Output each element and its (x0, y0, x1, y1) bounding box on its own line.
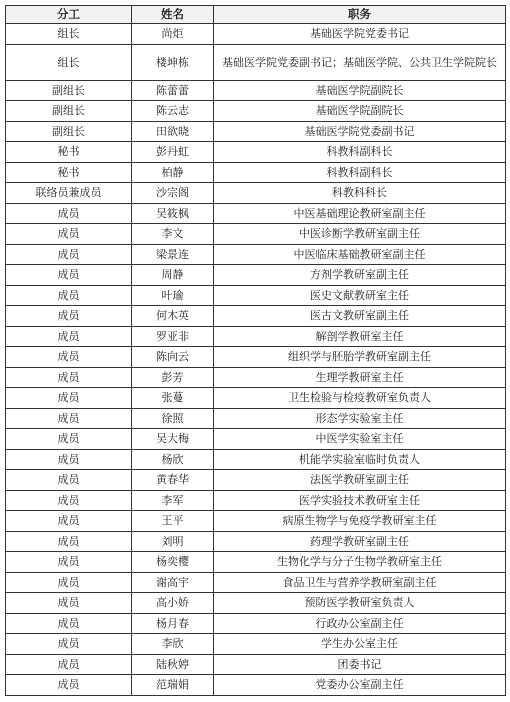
table-row (6, 634, 506, 655)
table-row (6, 224, 506, 245)
table-row (6, 203, 506, 224)
name-cell: 黄春华 (132, 470, 214, 491)
duty-cell: 基础医学院党委副书记 (214, 121, 506, 142)
table-row (6, 101, 506, 122)
duty-cell: 预防医学教研室负责人 (214, 593, 506, 614)
table-row (6, 593, 506, 614)
table-row (6, 24, 506, 45)
table-row (6, 367, 506, 388)
role-cell: 成员 (6, 490, 132, 511)
role-cell: 成员 (6, 675, 132, 696)
name-cell: 刘明 (132, 531, 214, 552)
role-cell: 秘书 (6, 162, 132, 183)
duty-cell: 生物化学与分子生物学教研室主任 (214, 552, 506, 573)
role-cell: 副组长 (6, 80, 132, 101)
name-cell: 梁景连 (132, 244, 214, 265)
name-cell: 王平 (132, 511, 214, 532)
duty-cell: 基础医学院副院长 (214, 80, 506, 101)
duty-cell: 食品卫生与营养学教研室副主任 (214, 572, 506, 593)
table-row (6, 449, 506, 470)
duty-cell: 病原生物学与免疫学教研室主任 (214, 511, 506, 532)
header-name: 姓名 (132, 6, 214, 24)
name-cell: 谢高宇 (132, 572, 214, 593)
role-cell: 成员 (6, 552, 132, 573)
header-role: 分工 (6, 6, 132, 24)
duty-cell: 医史文献教研室主任 (214, 285, 506, 306)
table-row (6, 162, 506, 183)
table-row (6, 654, 506, 675)
table-row (6, 511, 506, 532)
duty-cell: 形态学实验室主任 (214, 408, 506, 429)
role-cell: 成员 (6, 224, 132, 245)
name-cell: 彭芳 (132, 367, 214, 388)
table-row (6, 572, 506, 593)
duty-cell: 机能学实验室临时负责人 (214, 449, 506, 470)
header-row (6, 6, 506, 24)
duty-cell: 生理学教研室主任 (214, 367, 506, 388)
duty-cell: 中医临床基础教研室副主任 (214, 244, 506, 265)
header-duty: 职务 (214, 6, 506, 24)
table-row (6, 142, 506, 163)
name-cell: 柏静 (132, 162, 214, 183)
table-row (6, 429, 506, 450)
role-cell: 成员 (6, 367, 132, 388)
table-row (6, 347, 506, 368)
name-cell: 罗亚非 (132, 326, 214, 347)
duty-cell: 基础医学院党委书记 (214, 24, 506, 45)
table-row (6, 470, 506, 491)
name-cell: 彭丹虹 (132, 142, 214, 163)
role-cell: 成员 (6, 408, 132, 429)
name-cell: 陆秋婷 (132, 654, 214, 675)
role-cell: 成员 (6, 326, 132, 347)
name-cell: 杨月春 (132, 613, 214, 634)
duty-cell: 组织学与胚胎学教研室副主任 (214, 347, 506, 368)
role-cell: 成员 (6, 203, 132, 224)
duty-cell: 学生办公室主任 (214, 634, 506, 655)
duty-cell: 方剂学教研室副主任 (214, 265, 506, 286)
role-cell: 成员 (6, 306, 132, 327)
table-row (6, 408, 506, 429)
role-cell: 成员 (6, 572, 132, 593)
duty-cell: 党委办公室副主任 (214, 675, 506, 696)
table-row (6, 265, 506, 286)
duty-cell: 中医学实验室主任 (214, 429, 506, 450)
duty-cell: 科教科副科长 (214, 162, 506, 183)
duty-cell: 团委书记 (214, 654, 506, 675)
table-row (6, 531, 506, 552)
name-cell: 吴大梅 (132, 429, 214, 450)
role-cell: 成员 (6, 265, 132, 286)
role-cell: 组长 (6, 24, 132, 45)
table-row (6, 326, 506, 347)
duty-cell: 卫生检验与检疫教研室负责人 (214, 388, 506, 409)
role-cell: 成员 (6, 511, 132, 532)
duty-cell: 医古文教研室副主任 (214, 306, 506, 327)
table-row (6, 80, 506, 101)
name-cell: 陈蕾蕾 (132, 80, 214, 101)
role-cell: 联络员兼成员 (6, 183, 132, 204)
duty-cell: 科教科副科长 (214, 142, 506, 163)
name-cell: 吴筱枫 (132, 203, 214, 224)
role-cell: 组长 (6, 44, 132, 80)
duty-cell: 医学实验技术教研室主任 (214, 490, 506, 511)
role-cell: 秘书 (6, 142, 132, 163)
name-cell: 高小娇 (132, 593, 214, 614)
role-cell: 成员 (6, 285, 132, 306)
name-cell: 徐照 (132, 408, 214, 429)
name-cell: 范瑞娟 (132, 675, 214, 696)
duty-cell: 基础医学院副院长 (214, 101, 506, 122)
table-row (6, 613, 506, 634)
name-cell: 何木英 (132, 306, 214, 327)
name-cell: 李文 (132, 224, 214, 245)
name-cell: 杨奕樱 (132, 552, 214, 573)
name-cell: 田欲晓 (132, 121, 214, 142)
table-row (6, 183, 506, 204)
name-cell: 楼坤栋 (132, 44, 214, 80)
table-header (6, 6, 506, 24)
role-cell: 成员 (6, 244, 132, 265)
role-cell: 成员 (6, 593, 132, 614)
role-cell: 成员 (6, 634, 132, 655)
name-cell: 陈云志 (132, 101, 214, 122)
duty-cell: 解剖学教研室主任 (214, 326, 506, 347)
table-row (6, 285, 506, 306)
name-cell: 杨欣 (132, 449, 214, 470)
table-row (6, 306, 506, 327)
name-cell: 李军 (132, 490, 214, 511)
table-body (6, 24, 506, 696)
name-cell: 张蔓 (132, 388, 214, 409)
name-cell: 李欣 (132, 634, 214, 655)
duty-cell: 中医基础理论教研室副主任 (214, 203, 506, 224)
table-row (6, 44, 506, 80)
role-cell: 成员 (6, 347, 132, 368)
duty-cell: 基础医学院党委副书记；基础医学院、公共卫生学院院长 (214, 44, 506, 80)
role-cell: 副组长 (6, 121, 132, 142)
name-cell: 叶瑜 (132, 285, 214, 306)
staff-table (5, 5, 506, 696)
table-row (6, 490, 506, 511)
duty-cell: 中医诊断学教研室副主任 (214, 224, 506, 245)
duty-cell: 药理学教研室副主任 (214, 531, 506, 552)
role-cell: 成员 (6, 531, 132, 552)
table-row (6, 244, 506, 265)
table-row (6, 121, 506, 142)
name-cell: 周静 (132, 265, 214, 286)
role-cell: 成员 (6, 470, 132, 491)
table-row (6, 675, 506, 696)
role-cell: 副组长 (6, 101, 132, 122)
role-cell: 成员 (6, 449, 132, 470)
duty-cell: 行政办公室副主任 (214, 613, 506, 634)
table-row (6, 388, 506, 409)
duty-cell: 法医学教研室副主任 (214, 470, 506, 491)
duty-cell: 科教科科长 (214, 183, 506, 204)
name-cell: 沙宗阁 (132, 183, 214, 204)
role-cell: 成员 (6, 429, 132, 450)
name-cell: 尚炬 (132, 24, 214, 45)
role-cell: 成员 (6, 388, 132, 409)
table-row (6, 552, 506, 573)
name-cell: 陈向云 (132, 347, 214, 368)
role-cell: 成员 (6, 613, 132, 634)
role-cell: 成员 (6, 654, 132, 675)
